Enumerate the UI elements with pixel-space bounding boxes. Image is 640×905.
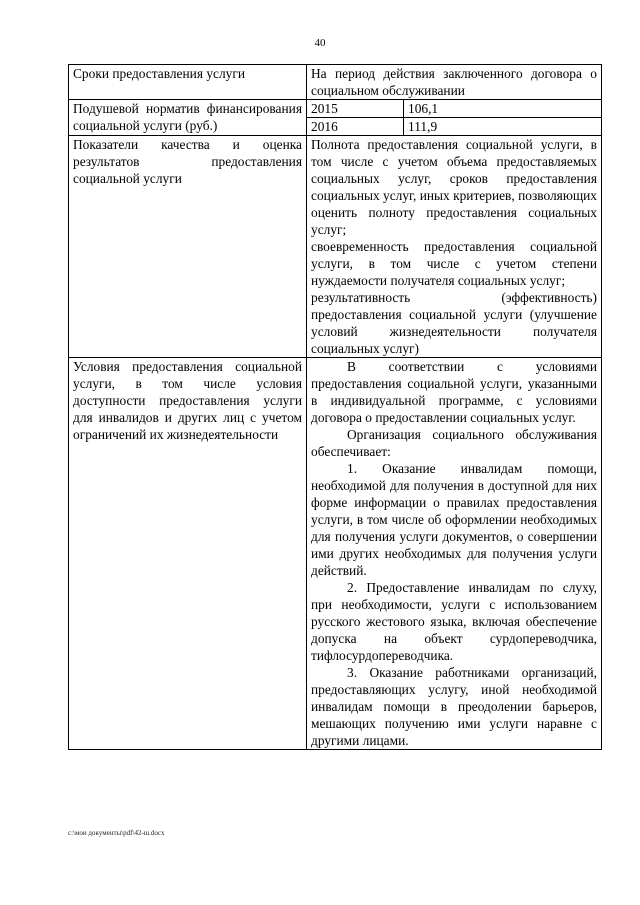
row-label: Сроки предоставления услуги [69,65,307,100]
row-value [307,136,602,358]
value-2015: 106,1 [404,100,602,118]
value-2016: 111,9 [408,119,438,134]
row-value: На период действия заключенного договора о социальном обслуживании [307,65,602,100]
row-label: Условия предоставления социальной услуги, в том числе условия доступности предоставления услуги для инвалидов и других лиц с учетом ограничений их жизнедеятельности [69,358,307,750]
funding-years [307,100,602,136]
table-row [69,65,602,100]
paragraph: 3. Оказание работниками организаций, предоставляющих услугу, иной необходимой инвалидам помощи в преодолении барьеров, мешающих получению ими услуги наравне с другими лицами. [311,665,597,748]
paragraph: В соответствии с условиями предоставления социальной услуги, указанными в индивидуальной программе, с условиями договора о предоставлении социальных услуг. [311,359,597,425]
page-number: 40 [314,37,326,49]
table-row [69,358,602,750]
paragraph: результативность (эффективность) предоставления социальной услуги (улучшение условий жизнедеятельности получателя социальных услуг) [311,290,597,356]
paragraph: 1. Оказание инвалидам помощи, необходимой для получения в доступной для них форме информации о правилах предоставления услуги, в том числе об оформлении необходимых для получения услуги документов, о совершении ими других необходимых для получения услуги действий. [311,461,597,578]
paragraph: Организация социального обслуживания обеспечивает: [311,427,597,459]
row-label: Показатели качества и оценка результатов предоставления социальной услуги [69,136,307,358]
year-2015: 2015 [307,100,404,118]
table-row [69,100,602,136]
year-2016: 2016 [307,118,404,136]
row-value [307,358,602,750]
paragraph: своевременность предоставления социальной услуги, в том числе с учетом степени нуждаемости получателя социальных услуг; [311,239,597,288]
paragraph: Полнота предоставления социальной услуги, в том числе с учетом объема предоставляемых социальных услуг, сроков предоставления социальных услуг, иных критериев, позволяющих оценить полноту предоставления социальных услуг; [311,137,597,237]
row-label: Подушевой норматив финансирования социальной услуги (руб.) [69,100,307,136]
service-table [68,64,602,750]
file-path-footer: c:\мои документы\pdf\42-ш.docx [68,829,165,837]
paragraph: 2. Предоставление инвалидам по слуху, при необходимости, услуги с использованием русского жестового языка, включая обеспечение допуска на объект сурдопереводчика, тифлосурдопереводчика. [311,580,597,663]
table-row [69,136,602,358]
